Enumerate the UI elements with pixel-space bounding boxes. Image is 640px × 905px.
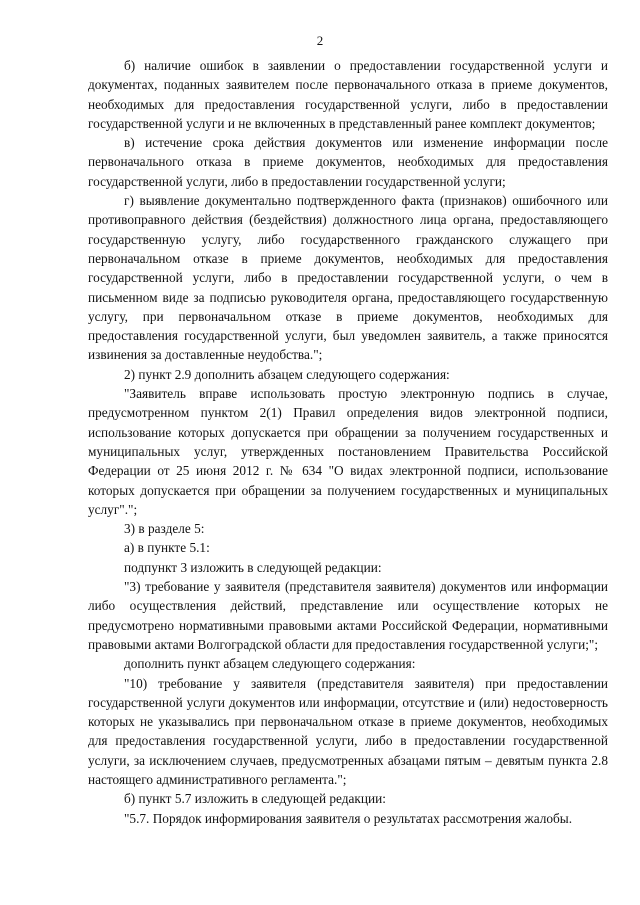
page-number: 2: [316, 33, 324, 48]
paragraph-clause-10: "10) требование у заявителя (представителя заявителя) при предоставлении государственной услуги документов или информации, отсутствие и (или) недостоверность которых не указывались при первоначальном отказе в приеме документов, необходимых для предоставления государственной услуги, либо в предоставлении государственной услуги, за исключением случаев, предусмотренных абзацами пятым – девятым пункта 2.8 настоящего административного регламента.";: [88, 675, 608, 787]
paragraph-add-clause: дополнить пункт абзацем следующего содержания:: [124, 656, 416, 672]
document-body: [88, 56, 608, 828]
paragraph-item-2-9: 2) пункт 2.9 дополнить абзацем следующего содержания:: [124, 366, 450, 382]
paragraph-item-5-1: а) в пункте 5.1:: [124, 540, 210, 556]
paragraph-section-5: 3) в разделе 5:: [124, 521, 205, 537]
paragraph-item-5-7: б) пункт 5.7 изложить в следующей редакции:: [124, 791, 386, 807]
paragraph-v-expiry: в) истечение срока действия документов или изменение информации после первоначального отказа в приеме документов, необходимых для предоставления государственной услуги, либо в предоставлении государственной услуги;: [88, 135, 608, 189]
paragraph-subitem-3-text: "3) требование у заявителя (представителя заявителя) документов или информации либо осуществления действий, представление или осуществление которых не предусмотрено нормативными правовыми актами Российской Федерации, нормативными правовыми актами Волгоградской области для предоставления государственной услуги;";: [88, 579, 608, 652]
paragraph-subitem-3: подпункт 3 изложить в следующей редакции:: [124, 559, 382, 575]
paragraph-b-errors: б) наличие ошибок в заявлении о предоставлении государственной услуги и документах, поданных заявителем после первоначального отказа в приеме документов, необходимых для предоставления государственной услуги, либо в предоставлении государственной услуги и не включенных в представленный ранее комплект документов;: [88, 58, 608, 131]
paragraph-electronic-signature: "Заявитель вправе использовать простую электронную подпись в случае, предусмотренном пунктом 2(1) Правил определения видов электронной подписи, использование которых допускается при обращении за получением государственных и муниципальных услуг, утвержденных постановлением Правительства Российской Федерации от 25 июня 2012 г. № 634 "О видах электронной подписи, использование которых допускается при обращении за получением государственных и муниципальных услуг".";: [88, 386, 608, 517]
paragraph-g-misconduct: г) выявление документально подтвержденного факта (признаков) ошибочного или противоправного действия (бездействия) должностного лица органа, предоставляющего государственную услугу, либо государственного гражданского служащего при первоначальном отказе в приеме документов, необходимых для предоставления государственной услуги, либо в предоставлении государственной услуги, о чем в письменном виде за подписью руководителя органа, предоставляющего государственную услугу, при первоначальном отказе в приеме документов, необходимых для предоставления государственной услуги, был уведомлен заявитель, а также приносятся извинения за доставленные неудобства.";: [88, 193, 608, 363]
paragraph-5-7-text: "5.7. Порядок информирования заявителя о результатах рассмотрения жалобы.: [124, 810, 573, 826]
